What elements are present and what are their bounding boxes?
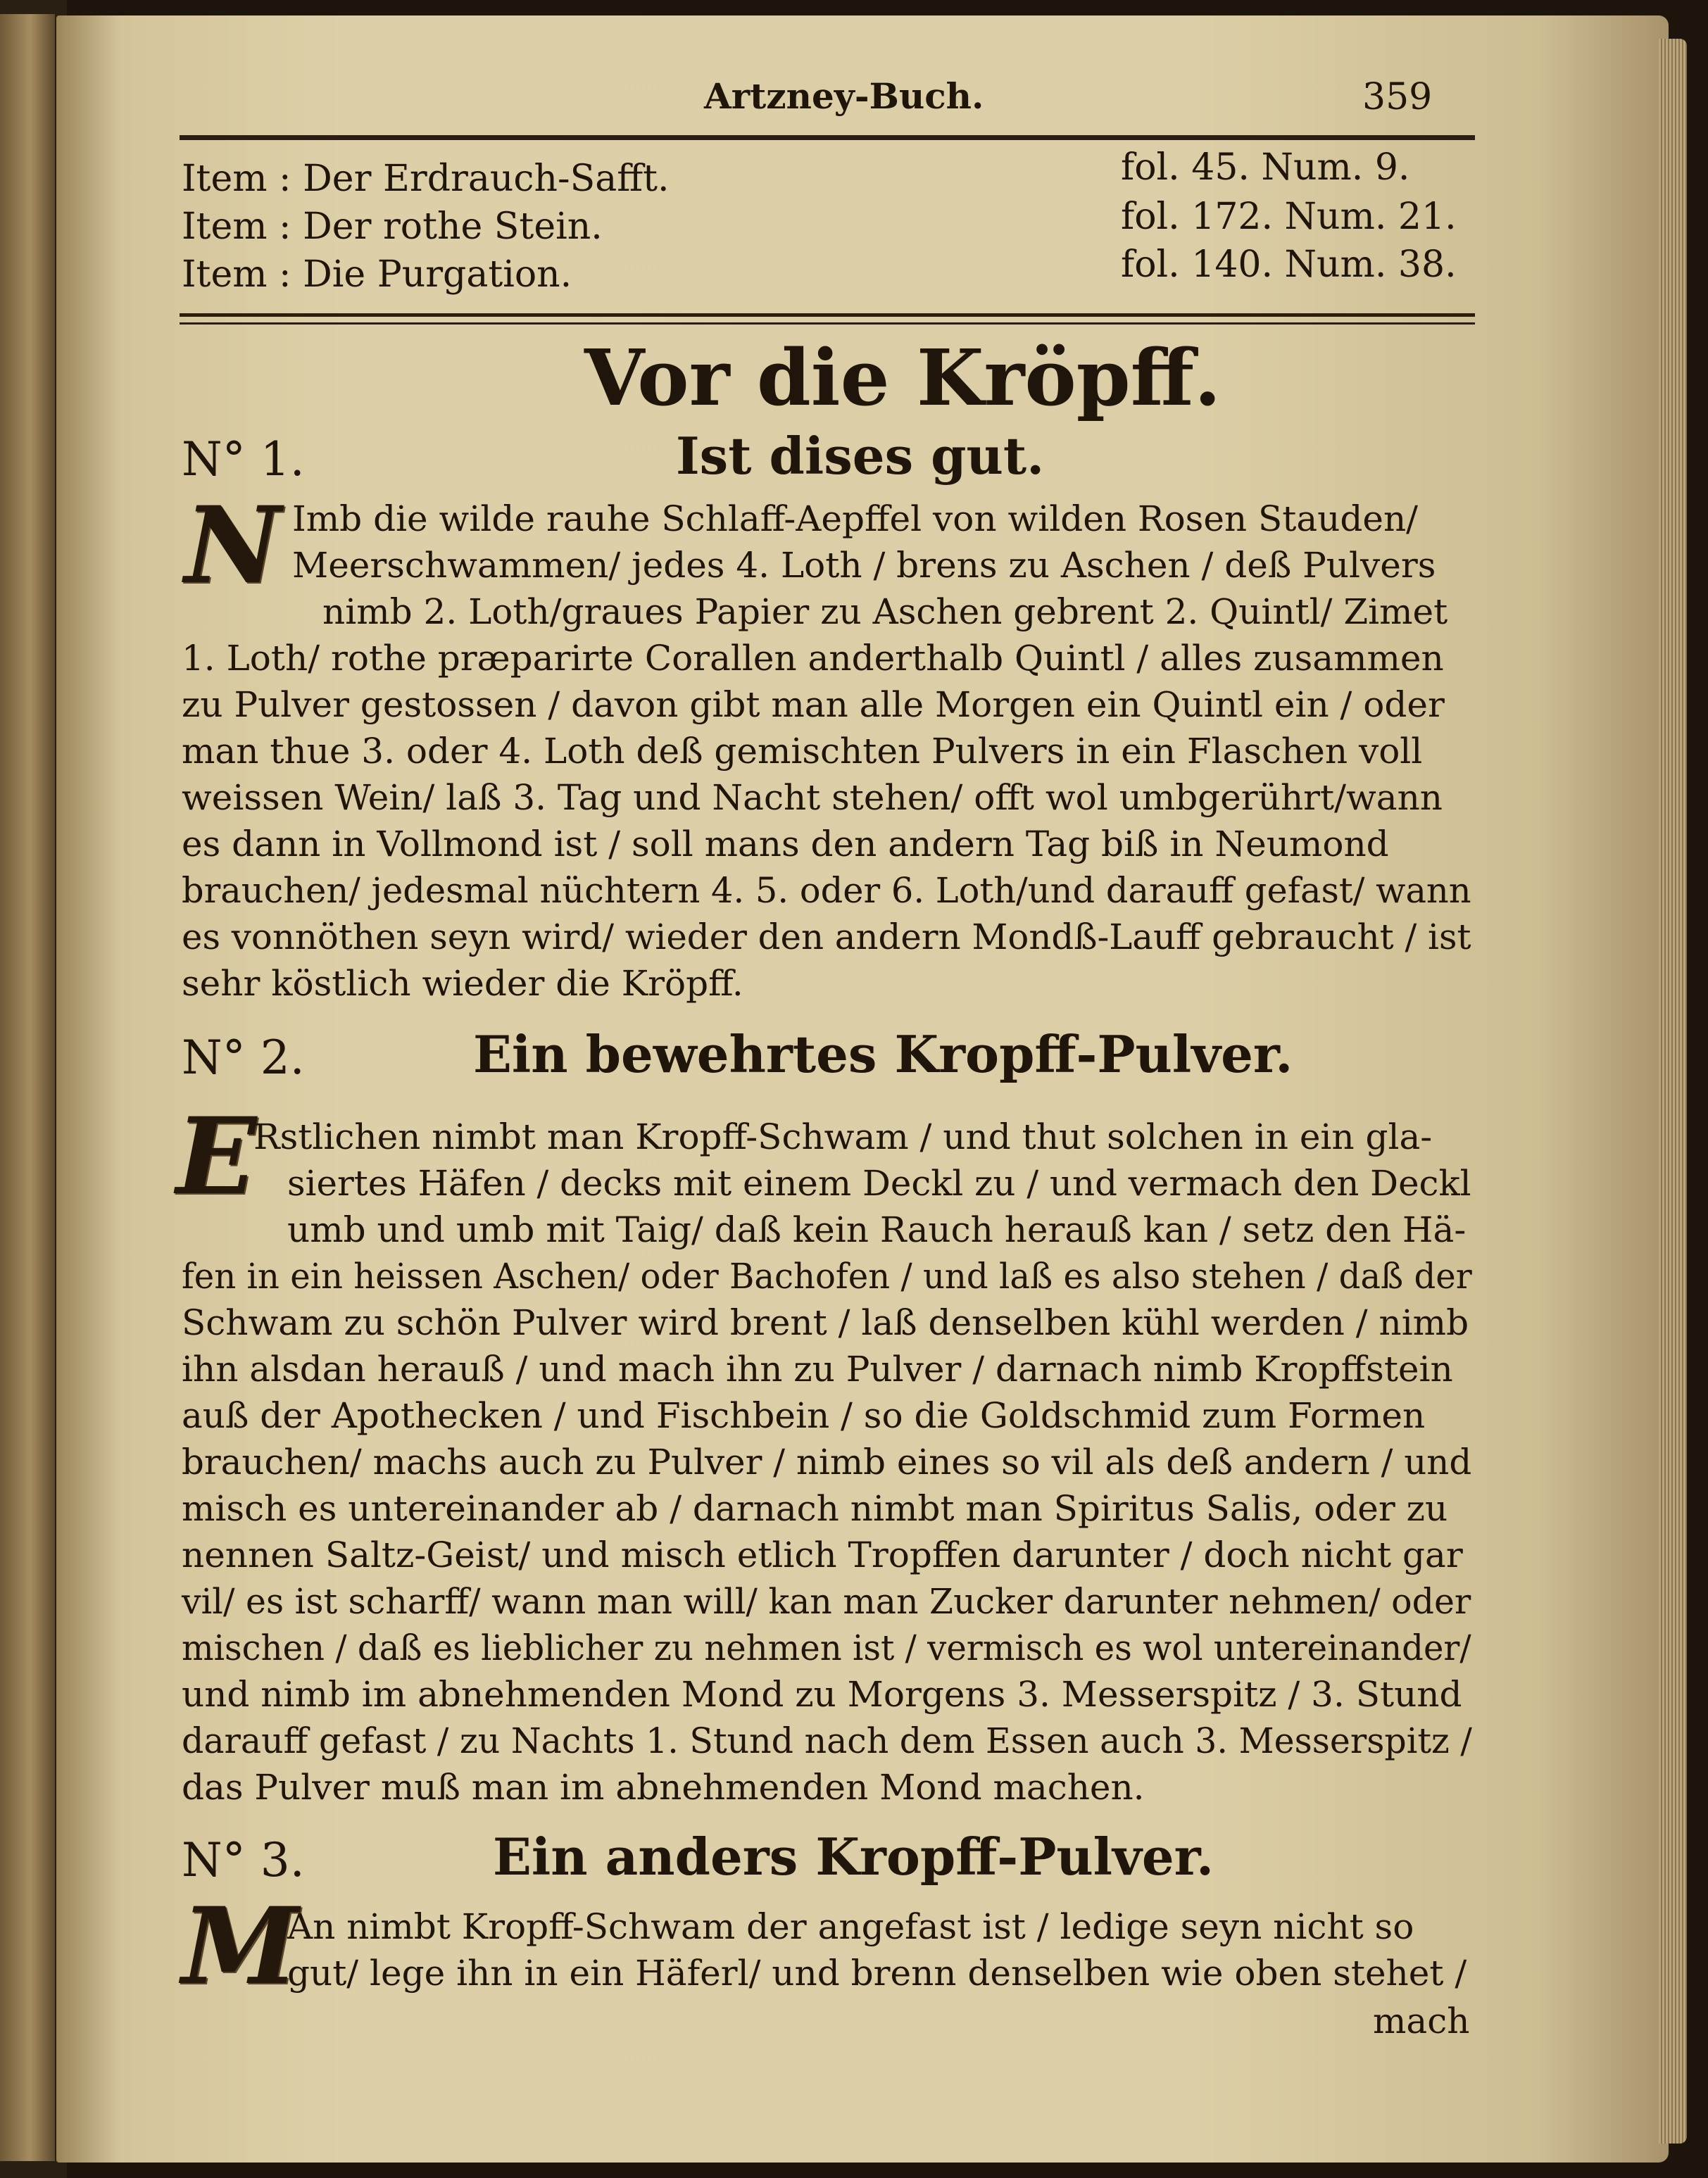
text-line: 1. Loth/ rothe præparirte Corallen anderthalb Quintl / alles zusammen <box>182 638 1444 679</box>
text-line: man thue 3. oder 4. Loth deß gemischten Pulvers in ein Flaschen voll <box>182 731 1423 772</box>
recipe-title: Ein bewehrtes Kropff-Pulver. <box>473 1024 1293 1084</box>
text-line: das Pulver muß man im abnehmenden Mond machen. <box>182 1767 1145 1808</box>
text-line: mischen / daß es lieblicher zu nehmen ist / vermisch es wol untereinander/ <box>182 1628 1471 1668</box>
reference-item: Item : Die Purgation. <box>182 253 572 296</box>
drop-cap-initial: M <box>182 1884 299 2008</box>
recipe-number: N° 3. <box>182 1833 305 1887</box>
text-line: es dann in Vollmond ist / soll mans den andern Tag biß in Neumond <box>182 824 1389 864</box>
text-line: brauchen/ machs auch zu Pulver / nimb eines so vil als deß andern / und <box>182 1442 1472 1483</box>
text-line: und nimb im abnehmenden Mond zu Morgens 3. Messerspitz / 3. Stund <box>182 1674 1462 1715</box>
reference-folio: fol. 172. Num. 21. <box>1121 196 1457 238</box>
section-rule <box>180 313 1475 317</box>
drop-cap-initial: E <box>176 1095 257 1219</box>
text-line: auß der Apothecken / und Fischbein / so die Goldschmid zum Formen <box>182 1395 1426 1436</box>
text-line: misch es untereinander ab / darnach nimbt man Spiritus Salis, oder zu <box>182 1488 1448 1529</box>
text-line: weissen Wein/ laß 3. Tag und Nacht stehen/ offt wol umbgerührt/wann <box>182 777 1443 818</box>
text-line: zu Pulver gestossen / davon gibt man alle Morgen ein Quintl ein / oder <box>182 684 1445 725</box>
reference-folio: fol. 45. Num. 9. <box>1121 146 1410 189</box>
drop-cap-initial: N <box>184 484 282 608</box>
header-rule <box>180 135 1475 140</box>
section-title: Vor die Kröpff. <box>584 332 1222 423</box>
running-title: Artzney-Buch. <box>704 75 984 117</box>
text-line: gut/ lege ihn in ein Häferl/ und brenn denselben wie oben stehet / <box>287 1953 1467 1994</box>
text-line: siertes Häfen / decks mit einem Deckl zu / und vermach den Deckl <box>287 1163 1471 1204</box>
section-rule-thin <box>180 322 1475 325</box>
text-line: ihn alsdan herauß / und mach ihn zu Pulver / darnach nimb Kropffstein <box>182 1349 1453 1390</box>
previous-page-edge <box>0 14 55 2161</box>
catchword: mach <box>1373 2001 1470 2041</box>
text-line: nennen Saltz-Geist/ und misch etlich Tropffen darunter / doch nicht gar <box>182 1535 1463 1575</box>
recipe-number: N° 2. <box>182 1031 305 1085</box>
reference-item: Item : Der rothe Stein. <box>182 206 603 248</box>
text-line: es vonnöthen seyn wird/ wieder den andern Mondß-Lauff gebraucht / ist <box>182 917 1471 957</box>
reference-folio: fol. 140. Num. 38. <box>1121 244 1457 286</box>
text-line: sehr köstlich wieder die Kröpff. <box>182 963 743 1004</box>
text-line: Schwam zu schön Pulver wird brent / laß denselben kühl werden / nimb <box>182 1302 1469 1343</box>
text-line: nimb 2. Loth/graues Papier zu Aschen gebrent 2. Quintl/ Zimet <box>322 591 1448 632</box>
text-line: An nimbt Kropff-Schwam der angefast ist / ledige seyn nicht so <box>287 1906 1414 1947</box>
text-line: vil/ es ist scharff/ wann man will/ kan man Zucker darunter nehmen/ oder <box>182 1581 1471 1622</box>
text-line: fen in ein heissen Aschen/ oder Bachofen / und laß es also stehen / daß der <box>182 1256 1472 1297</box>
text-line: umb und umb mit Taig/ daß kein Rauch herauß kan / setz den Hä- <box>287 1209 1467 1250</box>
recipe-title: Ist dises gut. <box>676 426 1045 486</box>
text-line: Imb die wilde rauhe Schlaff-Aepffel von wilden Rosen Stauden/ <box>292 498 1419 539</box>
text-line: Meerschwammen/ jedes 4. Loth / brens zu Aschen / deß Pulvers <box>292 545 1436 586</box>
text-line: Rstlichen nimbt man Kropff-Schwam / und thut solchen in ein gla- <box>253 1116 1433 1157</box>
recipe-title: Ein anders Kropff-Pulver. <box>493 1827 1214 1887</box>
text-line: darauff gefast / zu Nachts 1. Stund nach dem Essen auch 3. Messerspitz / <box>182 1720 1472 1761</box>
recipe-number: N° 1. <box>182 432 305 486</box>
page-number: 359 <box>1362 76 1433 118</box>
page-fore-edge <box>1659 39 1687 2144</box>
reference-item: Item : Der Erdrauch-Safft. <box>182 158 670 200</box>
text-line: brauchen/ jedesmal nüchtern 4. 5. oder 6. Loth/und darauff gefast/ wann <box>182 870 1471 911</box>
